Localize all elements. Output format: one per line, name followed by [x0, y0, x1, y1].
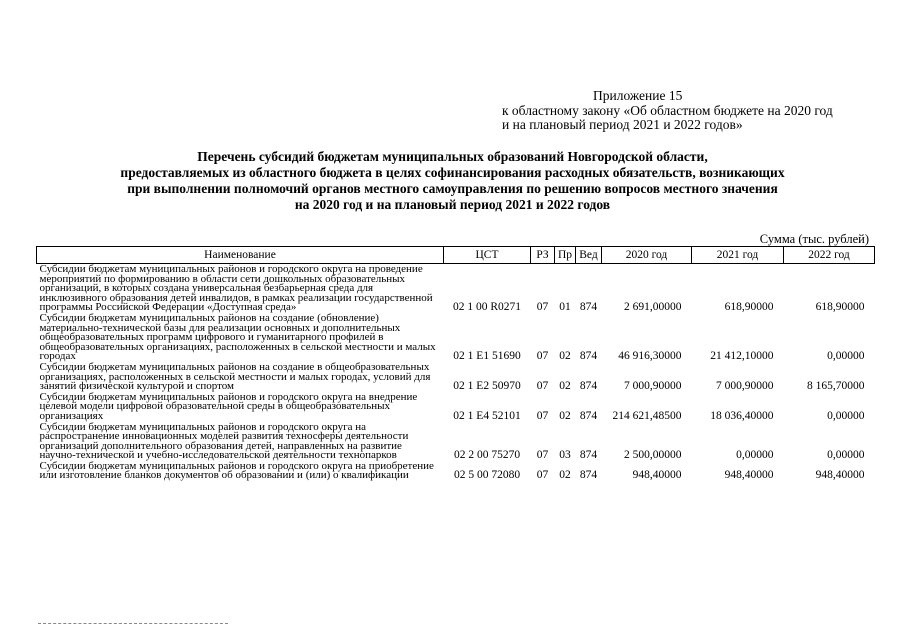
row-cst: 02 1 00 R0271 [452, 300, 522, 313]
header-2022: 2022 год [784, 247, 875, 264]
row-ved: 874 [579, 379, 598, 392]
row-cst: 02 1 E2 50970 [453, 379, 521, 392]
title-line-3: при выполнении полномочий органов местного самоуправления по решению вопросов местного значения [127, 181, 778, 196]
row-2021: 618,90000 [724, 300, 774, 313]
table-row [37, 362, 875, 392]
row-2022: 0,00000 [827, 448, 865, 461]
row-2020: 2 500,00000 [624, 448, 682, 461]
row-pr: 02 [559, 469, 571, 482]
row-ved: 874 [579, 349, 598, 362]
row-pr: 02 [559, 409, 571, 422]
header-ved: Вед [576, 247, 602, 264]
row-ved: 874 [579, 409, 598, 422]
row-ved: 874 [579, 469, 598, 482]
row-2022: 0,00000 [827, 409, 865, 422]
header-2020: 2020 год [602, 247, 692, 264]
row-name: Субсидии бюджетам муниципальных районов и городского округа на распространение инновационных моделей развития техносферы деятельности организаций дополнительного образования детей, направленных на развитие научно-технической и учебно-исследовательской деятельности технопарков [39, 420, 409, 462]
row-cst: 02 5 00 72080 [453, 469, 521, 482]
title-line-1: Перечень субсидий бюджетам муниципальных образований Новгородской области, [197, 149, 708, 164]
table-row [37, 422, 875, 461]
appendix-law-ref: к областному закону «Об областном бюджете на 2020 год [502, 102, 833, 118]
table-row [37, 392, 875, 422]
row-rz: 07 [536, 379, 549, 392]
row-2020: 214 621,48500 [612, 409, 682, 422]
row-2020: 948,40000 [632, 469, 682, 482]
table-row [37, 461, 875, 481]
title-line-4: на 2020 год и на плановый период 2021 и 2022 годов [294, 197, 611, 212]
row-2020: 2 691,00000 [624, 300, 682, 313]
row-pr: 02 [559, 349, 571, 362]
row-2020: 46 916,30000 [618, 349, 682, 362]
appendix-number: Приложение 15 [593, 88, 683, 103]
units-label: Сумма (тыс. рублей) [759, 232, 869, 246]
document-title [40, 149, 865, 213]
row-rz: 07 [536, 469, 549, 482]
row-name: Субсидии бюджетам муниципальных районов и городского округа на проведение мероприятий по формированию в области сети дошкольных образовательных организаций, в которых создана универсальная безбарьерная среда для инклюзивного образования детей инвалидов, в рамках реализации государственной программы Российской Федерации «Доступная среда» [39, 263, 433, 314]
row-2022: 948,40000 [815, 469, 865, 482]
row-2022: 0,00000 [827, 349, 865, 362]
row-2022: 8 165,70000 [807, 379, 865, 392]
row-rz: 07 [536, 448, 549, 461]
row-rz: 07 [536, 409, 549, 422]
table-header-row [37, 247, 875, 264]
row-ved: 874 [579, 448, 598, 461]
row-2021: 7 000,90000 [716, 379, 774, 392]
table-row [37, 313, 875, 362]
header-cst: ЦСТ [444, 247, 531, 264]
row-rz: 07 [536, 300, 549, 313]
row-name: Субсидии бюджетам муниципальных районов и городского округа на внедрение целевой модели цифровой образовательной среды в общеобразовательных организациях [39, 390, 418, 422]
title-line-2: предоставляемых из областного бюджета в целях софинансирования расходных обязательств, возникающих [120, 165, 785, 180]
header-name: Наименование [37, 247, 444, 264]
header-pr: Пр [555, 247, 576, 264]
appendix-note [502, 89, 833, 133]
row-2021: 21 412,10000 [710, 349, 774, 362]
appendix-period: и на плановый период 2021 и 2022 годов» [502, 117, 743, 132]
table-row [37, 264, 875, 313]
header-2021: 2021 год [692, 247, 784, 264]
footer-separator [38, 623, 228, 624]
row-2020: 7 000,90000 [624, 379, 682, 392]
row-name: Субсидии бюджетам муниципальных районов на создание в общеобразовательных организациях, расположенных в сельской местности и малых городах, условий для занятий физической культурой и спортом [39, 360, 431, 393]
row-pr: 03 [559, 448, 571, 461]
row-cst: 02 1 E1 51690 [453, 349, 521, 362]
row-cst: 02 1 E4 52101 [453, 409, 521, 422]
row-2021: 0,00000 [736, 448, 774, 461]
row-name: Субсидии бюджетам муниципальных районов и городского округа на приобретение или изготовление бланков документов об образовании и (или) о квалификации [39, 459, 434, 482]
row-2022: 618,90000 [815, 300, 865, 313]
row-name: Субсидии бюджетам муниципальных районов на создание (обновление) материально-технической базы для реализации основных и дополнительных общеобразовательных программ цифрового и гуманитарного профилей в общеобразовательных организациях, расположенных в сельской местности и малых городах [39, 311, 436, 363]
header-rz: РЗ [531, 247, 555, 264]
row-ved: 874 [579, 300, 598, 313]
row-2021: 948,40000 [724, 469, 774, 482]
subsidies-table [36, 246, 875, 481]
row-cst: 02 2 00 75270 [453, 448, 521, 461]
row-2021: 18 036,40000 [710, 409, 774, 422]
row-pr: 02 [559, 379, 571, 392]
row-rz: 07 [536, 349, 549, 362]
row-pr: 01 [559, 300, 571, 313]
